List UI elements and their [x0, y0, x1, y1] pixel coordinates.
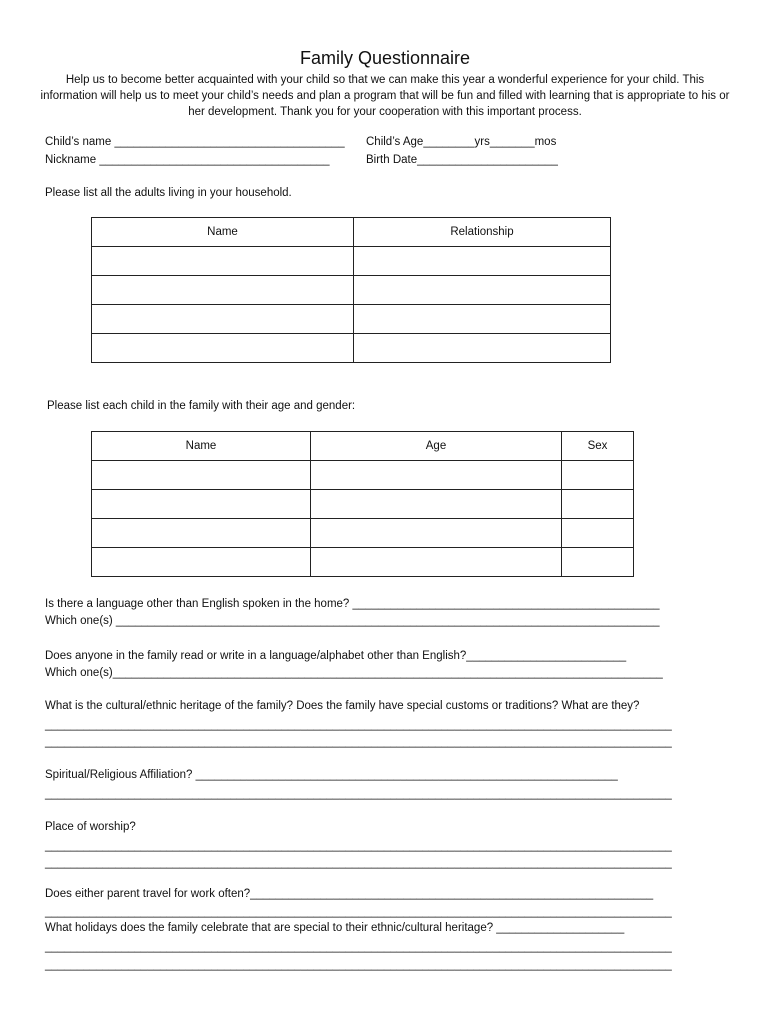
- nickname-field[interactable]: Nickname ____________________________________: [45, 154, 330, 166]
- table-cell[interactable]: [562, 461, 634, 490]
- table-cell[interactable]: [92, 247, 354, 276]
- table-cell[interactable]: [92, 276, 354, 305]
- table-header-row: [92, 432, 634, 461]
- table-row: [92, 519, 634, 548]
- travel-question[interactable]: Does either parent travel for work often?_______________________________________________________________: [45, 888, 654, 900]
- intro-paragraph: Help us to become better acquainted with your child so that we can make this year a wonderful experience for your child. This information will help us to meet your child’s needs and plan a program that will be fun and filled with learning that is appropriate to his or her development. Thank you for your cooperation with this important process.: [40, 74, 730, 118]
- readwrite-which-field[interactable]: Which one(s)______________________________________________________________________________________: [45, 667, 663, 679]
- column-header-age: Age: [311, 432, 562, 461]
- table-cell[interactable]: [311, 461, 562, 490]
- table-cell[interactable]: [562, 548, 634, 577]
- children-prompt: Please list each child in the family with their age and gender:: [47, 400, 356, 412]
- holidays-question[interactable]: What holidays does the family celebrate that are special to their ethnic/cultural heritage? ____________________: [45, 922, 625, 934]
- table-cell[interactable]: [562, 519, 634, 548]
- adults-prompt: Please list all the adults living in your household.: [45, 187, 292, 199]
- birth-date-field[interactable]: Birth Date______________________: [366, 154, 558, 166]
- page-title: Family Questionnaire: [299, 48, 471, 68]
- travel-answer-line[interactable]: __________________________________________________________________________________________________: [45, 906, 672, 918]
- spiritual-answer-line[interactable]: __________________________________________________________________________________________________: [45, 788, 672, 800]
- table-cell[interactable]: [92, 461, 311, 490]
- table-cell[interactable]: [311, 490, 562, 519]
- table-cell[interactable]: [562, 490, 634, 519]
- table-cell[interactable]: [92, 490, 311, 519]
- column-header-relationship: Relationship: [354, 218, 611, 247]
- language-which-field[interactable]: Which one(s) _____________________________________________________________________________________: [45, 615, 660, 627]
- children-table: [91, 431, 634, 577]
- heritage-question: What is the cultural/ethnic heritage of the family? Does the family have special customs or traditions? What are they?: [45, 700, 640, 712]
- childs-age-field[interactable]: Child’s Age________yrs_______mos: [366, 136, 557, 148]
- table-cell[interactable]: [92, 305, 354, 334]
- holidays-answer-line[interactable]: __________________________________________________________________________________________________: [45, 959, 672, 971]
- adults-table: [91, 217, 611, 363]
- table-cell[interactable]: [311, 519, 562, 548]
- holidays-answer-line[interactable]: __________________________________________________________________________________________________: [45, 941, 672, 953]
- table-row: [92, 490, 634, 519]
- table-cell[interactable]: [354, 305, 611, 334]
- table-row: [92, 334, 611, 363]
- table-cell[interactable]: [311, 548, 562, 577]
- table-row: [92, 461, 634, 490]
- table-cell[interactable]: [354, 334, 611, 363]
- worship-question: Place of worship?: [45, 821, 136, 833]
- heritage-answer-line[interactable]: __________________________________________________________________________________________________: [45, 719, 672, 731]
- column-header-name: Name: [92, 432, 311, 461]
- table-row: [92, 276, 611, 305]
- readwrite-question[interactable]: Does anyone in the family read or write in a language/alphabet other than English?_________________________: [45, 650, 627, 662]
- table-cell[interactable]: [354, 247, 611, 276]
- table-cell[interactable]: [354, 276, 611, 305]
- column-header-sex: Sex: [562, 432, 634, 461]
- table-cell[interactable]: [92, 548, 311, 577]
- worship-answer-line[interactable]: __________________________________________________________________________________________________: [45, 840, 672, 852]
- childs-name-field[interactable]: Child’s name ____________________________________: [45, 136, 345, 148]
- table-row: [92, 548, 634, 577]
- table-cell[interactable]: [92, 334, 354, 363]
- table-cell[interactable]: [92, 519, 311, 548]
- language-question[interactable]: Is there a language other than English spoken in the home? ________________________________________________: [45, 598, 660, 610]
- table-row: [92, 305, 611, 334]
- heritage-answer-line[interactable]: __________________________________________________________________________________________________: [45, 736, 672, 748]
- worship-answer-line[interactable]: __________________________________________________________________________________________________: [45, 857, 672, 869]
- table-row: [92, 247, 611, 276]
- spiritual-question[interactable]: Spiritual/Religious Affiliation? __________________________________________________________________: [45, 769, 618, 781]
- column-header-name: Name: [92, 218, 354, 247]
- table-header-row: [92, 218, 611, 247]
